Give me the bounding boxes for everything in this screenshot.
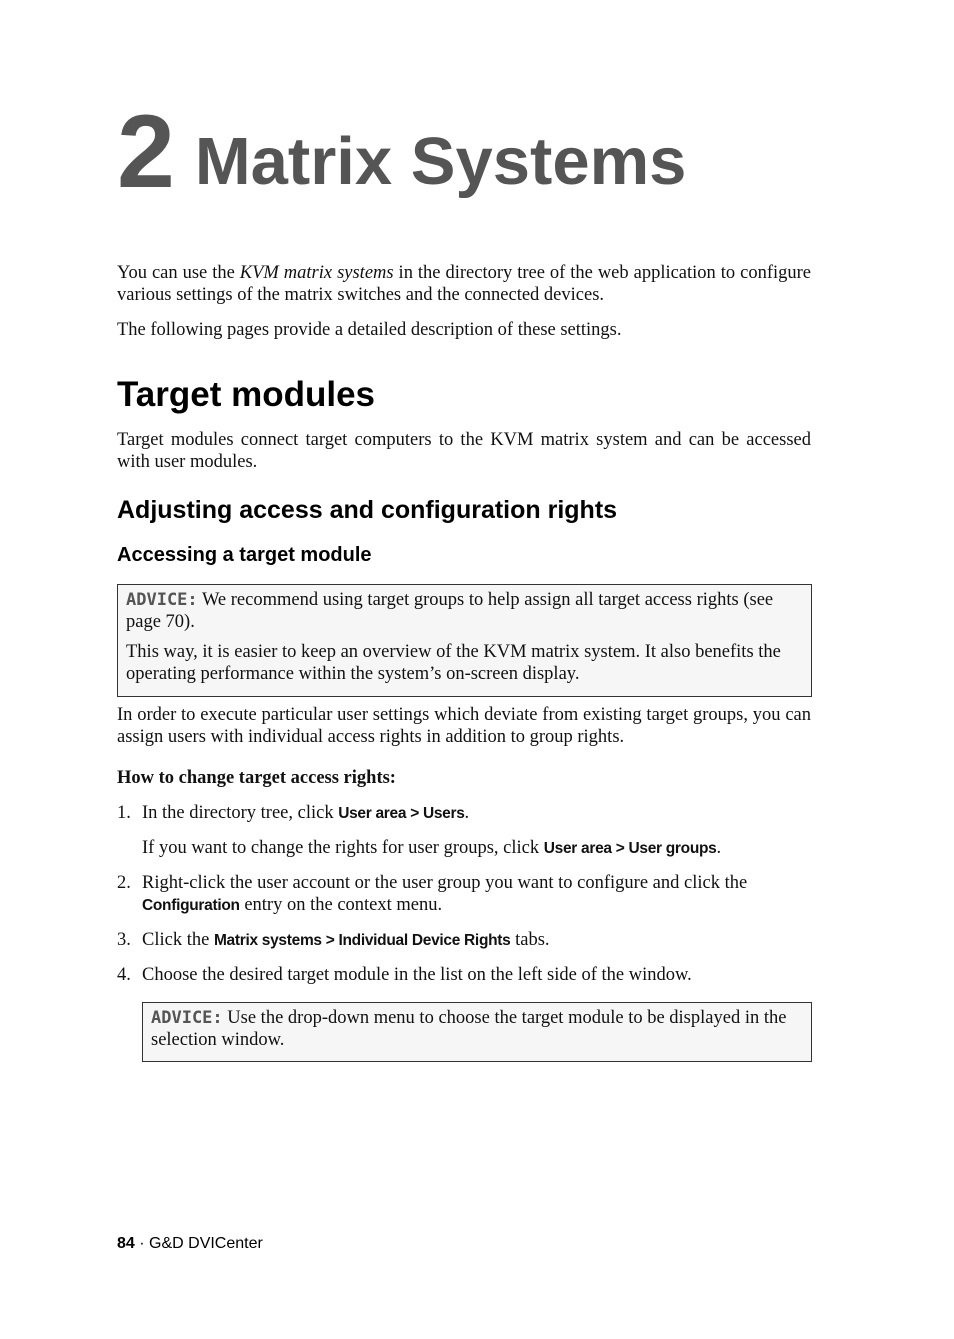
step-text xyxy=(142,872,811,917)
body-paragraph: In order to execute particular user settings which deviate from existing target groups, you can assign users with individual access rights in addition to group rights. xyxy=(117,705,811,747)
section-title: Target modules xyxy=(117,375,376,414)
step-note-text xyxy=(142,837,811,860)
subsection-title: Adjusting access and configuration rights xyxy=(117,496,618,524)
ui-path: User area > User groups xyxy=(543,840,717,857)
step-note-post: . xyxy=(716,838,722,858)
page-footer xyxy=(117,1234,263,1254)
howto-heading: How to change target access rights: xyxy=(117,768,396,788)
advice-paragraph xyxy=(151,1007,803,1051)
step-text-post: tabs. xyxy=(510,930,550,950)
step-note-pre: If you want to change the rights for user groups, click xyxy=(142,838,544,858)
ui-tab-path: Matrix systems > Individual Device Rights xyxy=(213,932,511,949)
advice-text: We recommend using target groups to help assign all target access rights (see page 70). xyxy=(126,590,774,632)
step-2 xyxy=(117,872,811,917)
page-number: 84 xyxy=(117,1235,135,1252)
advice-paragraph-2: This way, it is easier to keep an overview of the KVM matrix system. It also benefits the operating performance within the system’s on-screen display. xyxy=(126,642,781,684)
footer-separator: · xyxy=(134,1235,150,1252)
section-paragraph: Target modules connect target computers to the KVM matrix system and can be accessed with user modules. xyxy=(117,430,811,472)
advice-box xyxy=(117,584,812,697)
ui-menu-entry: Configuration xyxy=(142,897,240,914)
step-text-post: entry on the context menu. xyxy=(239,895,443,915)
document-title: G&D DVICenter xyxy=(149,1235,263,1252)
step-text xyxy=(142,929,811,952)
ui-path: User area > Users xyxy=(338,805,465,822)
step-3 xyxy=(117,929,811,952)
step-text-pre: Click the xyxy=(142,930,214,950)
advice-paragraph-1 xyxy=(126,589,803,633)
chapter-title: Matrix Systems xyxy=(194,124,687,199)
advice-box-2 xyxy=(142,1002,812,1062)
subsubsection-title: Accessing a target module xyxy=(117,544,372,566)
intro-text-rest: in the directory tree of the web application to configure various settings of the matrix switches and the connected devices. xyxy=(117,263,811,305)
chapter-heading xyxy=(117,94,687,210)
advice-label: ADVICE: xyxy=(126,590,198,610)
intro-paragraph-2: The following pages provide a detailed description of these settings. xyxy=(117,320,622,340)
step-text-pre: Right-click the user account or the user group you want to configure and click the xyxy=(142,873,748,893)
step-text-pre: In the directory tree, click xyxy=(142,803,339,823)
step-text xyxy=(142,802,811,825)
step-number: 4. xyxy=(117,965,131,985)
step-number: 2. xyxy=(117,873,131,893)
intro-emphasis: KVM matrix systems xyxy=(239,263,394,283)
step-text: Choose the desired target module in the list on the left side of the window. xyxy=(142,965,692,985)
step-4 xyxy=(117,964,811,986)
step-text-post: . xyxy=(464,803,470,823)
advice-label: ADVICE: xyxy=(151,1008,223,1028)
intro-paragraph-1 xyxy=(117,262,811,306)
step-number: 3. xyxy=(117,930,131,950)
intro-text: You can use the xyxy=(117,263,240,283)
advice-text: Use the drop-down menu to choose the target module to be displayed in the selection window. xyxy=(151,1008,787,1050)
chapter-number: 2 xyxy=(117,94,175,210)
step-1 xyxy=(117,802,811,825)
step-1-note xyxy=(117,837,811,860)
step-number: 1. xyxy=(117,803,131,823)
